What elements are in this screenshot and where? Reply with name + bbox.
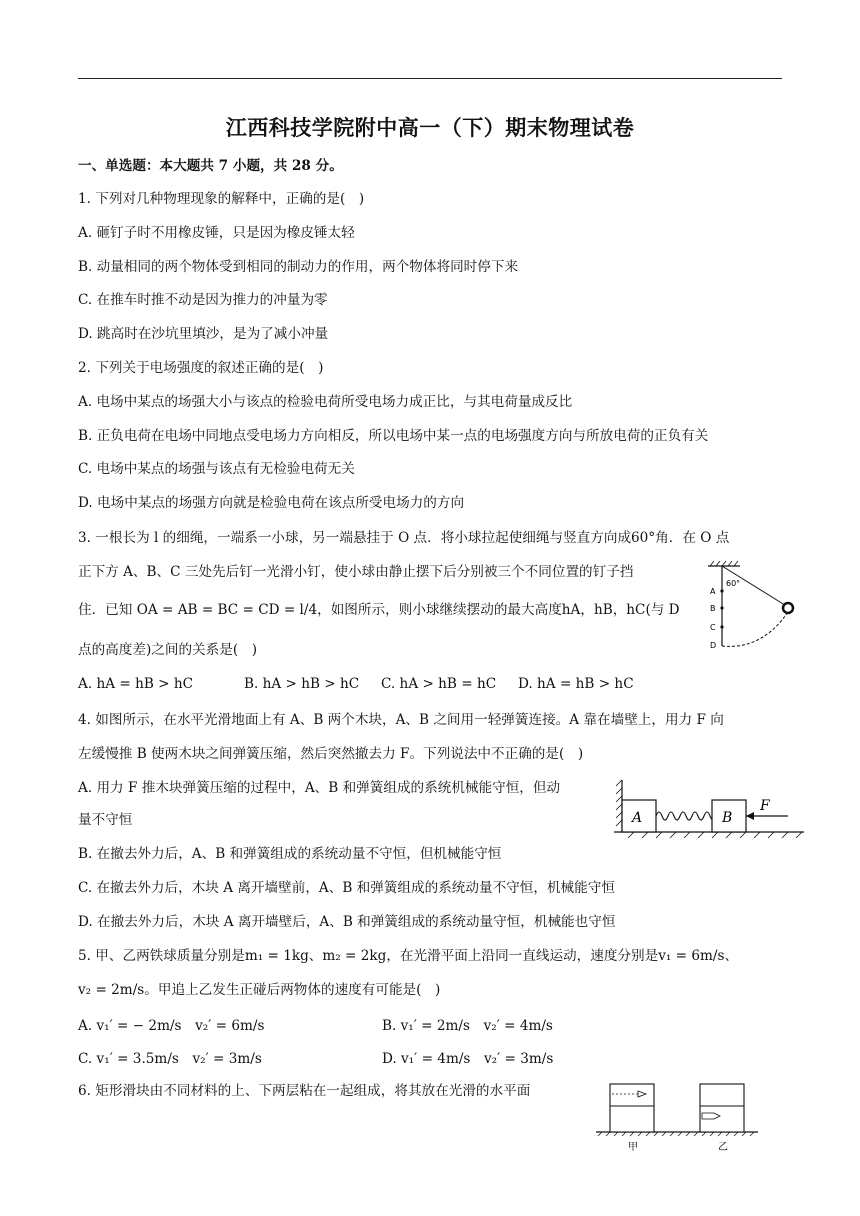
q5-option-b: B. v₁′ = 2m/s v₂′ = 4m/s <box>382 1018 553 1034</box>
q5-line-2: v₂ = 2m/s。甲追上乙发生正碰后两物体的速度有可能是( ) <box>78 982 441 998</box>
q4-line-2: 左缓慢推 B 使两木块之间弹簧压缩，然后突然撤去力 F。下列说法中不正确的是( ) <box>78 746 584 762</box>
q1-option-c: C. 在推车时推不动是因为推力的冲量为零 <box>78 292 328 308</box>
block-yi <box>700 1084 744 1132</box>
label-yi: 乙 <box>718 1142 728 1153</box>
q3-line-3: 住．已知 OA = AB = BC = CD = l/4，如图所示，则小球继续摆动的最大高度hA，hB，hC(与 D <box>78 602 680 618</box>
q3-option-b: B. hA > hB > hC <box>244 676 360 692</box>
pendulum-figure <box>700 560 800 652</box>
q5-option-c: C. v₁′ = 3.5m/s v₂′ = 3m/s <box>78 1051 262 1067</box>
q2-option-c: C. 电场中某点的场强与该点有无检验电荷无关 <box>78 461 355 477</box>
spring-icon <box>656 812 716 820</box>
q4-option-d: D. 在撤去外力后，木块 A 离开墙壁后，A、B 和弹簧组成的系统动量守恒，机械能也守恒 <box>78 914 616 930</box>
q5-options-row-1 <box>78 1014 778 1036</box>
spring-blocks-figure <box>608 776 808 846</box>
q1-option-d: D. 跳高时在沙坑里填沙，是为了减小冲量 <box>78 326 329 342</box>
q2-option-b: B. 正负电荷在电场中同地点受电场力方向相反，所以电场中某一点的电场强度方向与所放电荷的正负有关 <box>78 428 709 444</box>
q3-options <box>78 676 778 698</box>
q3-line-2: 正下方 A、B、C 三处先后钉一光滑小钉，使小球由静止摆下后分别被三个不同位置的钉子挡 <box>78 564 634 580</box>
q2-option-a: A. 电场中某点的场强大小与该点的检验电荷所受电场力成正比，与其电荷量成反比 <box>78 394 573 410</box>
q1-option-b: B. 动量相同的两个物体受到相同的制动力的作用，两个物体将同时停下来 <box>78 259 519 275</box>
q4-option-b: B. 在撤去外力后，A、B 和弹簧组成的系统动量不守恒，但机械能守恒 <box>78 846 502 862</box>
point-label-d: D <box>710 641 717 650</box>
label-jia: 甲 <box>628 1142 638 1153</box>
ball-icon <box>783 603 793 613</box>
q5-options-row-2 <box>78 1047 778 1069</box>
point-label-c: C <box>710 623 716 632</box>
force-label: F <box>760 798 770 814</box>
sliding-block-figure <box>592 1078 762 1154</box>
q4-option-a-1: A. 用力 F 推木块弹簧压缩的过程中，A、B 和弹簧组成的系统机械能守恒，但动 <box>78 780 561 796</box>
q6-line-1: 6. 矩形滑块由不同材料的上、下两层粘在一起组成，将其放在光滑的水平面 <box>78 1083 531 1099</box>
q5-line-1: 5. 甲、乙两铁球质量分别是m₁ = 1kg、m₂ = 2kg，在光滑平面上沿同一直线运动，速度分别是v₁ = 6m/s、 <box>78 948 739 964</box>
force-arrow-icon <box>746 812 754 820</box>
page-title: 江西科技学院附中高一（下）期末物理试卷 <box>225 115 635 140</box>
block-a-label: A <box>632 810 643 826</box>
q3-option-d: D. hA = hB > hC <box>518 676 634 692</box>
point-label-a: A <box>710 587 716 596</box>
q2-option-d: D. 电场中某点的场强方向就是检验电荷在该点所受电场力的方向 <box>78 495 465 511</box>
block-b-label: B <box>722 810 733 826</box>
q4-line-1: 4. 如图所示，在水平光滑地面上有 A、B 两个木块，A、B 之间用一轻弹簧连接。A 靠在墙壁上，用力 F 向 <box>78 712 724 728</box>
q5-option-d: D. v₁′ = 4m/s v₂′ = 3m/s <box>382 1051 554 1067</box>
q2-stem: 2. 下列关于电场强度的叙述正确的是( ) <box>78 360 324 376</box>
point-label-b: B <box>710 604 716 613</box>
q5-option-a: A. v₁′ = − 2m/s v₂′ = 6m/s <box>78 1018 265 1034</box>
q3-line-1: 3. 一根长为 l 的细绳，一端系一小球，另一端悬挂于 O 点．将小球拉起使细绳与竖直方向成60°角．在 O 点 <box>78 530 730 546</box>
section-heading: 一、单选题：本大题共 7 小题，共 28 分。 <box>78 158 343 174</box>
header-rule <box>78 78 782 79</box>
block-jia <box>610 1084 654 1132</box>
q1-option-a: A. 砸钉子时不用橡皮锤，只是因为橡皮锤太轻 <box>78 225 355 241</box>
q4-option-c: C. 在撤去外力后，木块 A 离开墙壁前，A、B 和弹簧组成的系统动量不守恒，机械能守恒 <box>78 880 615 896</box>
q3-line-4: 点的高度差)之间的关系是( ) <box>78 642 258 658</box>
q1-stem: 1. 下列对几种物理现象的解释中，正确的是( ) <box>78 191 365 207</box>
q4-option-a-2: 量不守恒 <box>78 812 133 828</box>
angle-label: 60° <box>726 579 741 588</box>
q3-option-a: A. hA = hB > hC <box>78 676 193 692</box>
q3-option-c: C. hA > hB = hC <box>381 676 497 692</box>
